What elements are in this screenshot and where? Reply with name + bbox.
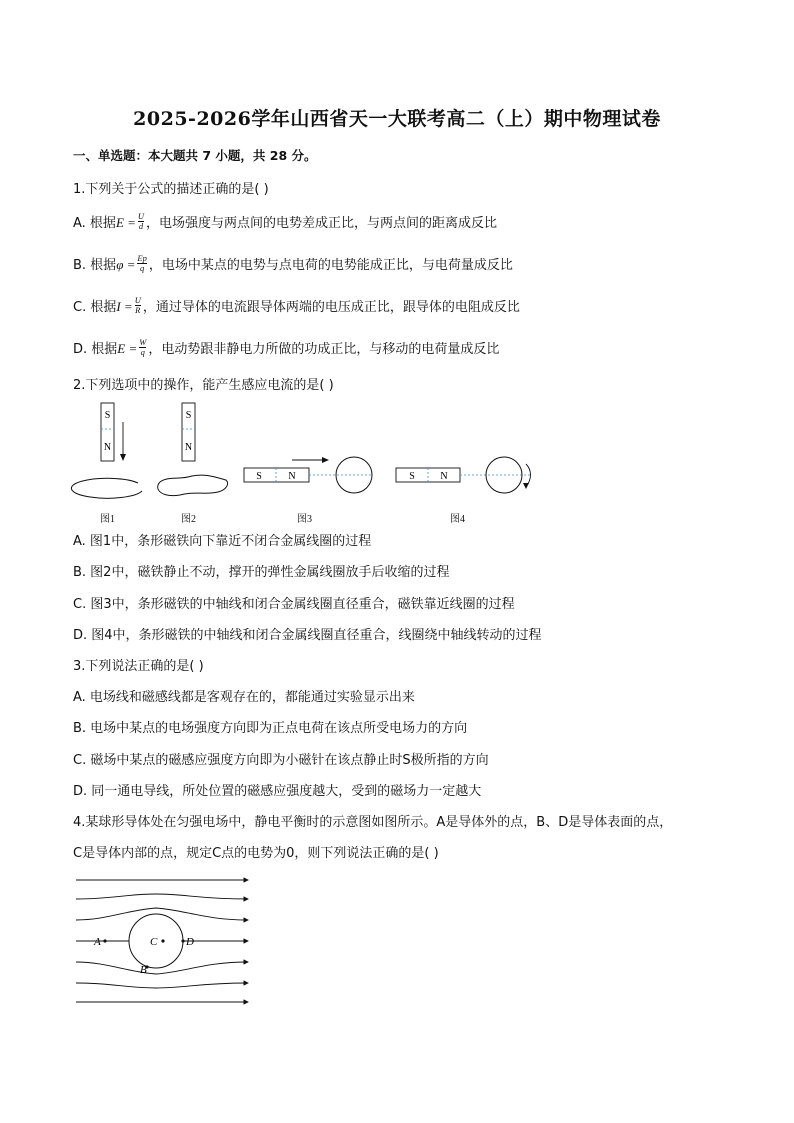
q4-stem-line2: C是导体内部的点，规定C点的电势为0，则下列说法正确的是( ) (73, 846, 439, 861)
q1-option-c: C. 根据I = $\frac{U}{R}$ ，通过导体的电流跟导体两端的电压成正比，跟导体的电阻成反比 (73, 295, 520, 315)
section-heading: 一、单选题：本大题共 7 小题，共 28 分。 (73, 148, 317, 163)
q3-stem: 3.下列说法正确的是( ) (73, 659, 204, 674)
q2-stem: 2.下列选项中的操作，能产生感应电流的是( ) (73, 378, 334, 393)
fig4-rotation-arrow (523, 464, 531, 489)
fig2-magnet (182, 403, 195, 461)
q2-option-c: C. 图3中，条形磁铁的中轴线和闭合金属线圈直径重合，磁铁靠近线圈的过程 (73, 597, 515, 612)
fig2-elastic-coil (158, 475, 228, 496)
exam-title: 2025-2026学年山西省天一大联考高二（上）期中物理试卷 (133, 108, 661, 130)
svg-text:N: N (103, 442, 112, 453)
label-c: C (150, 936, 158, 948)
q3-option-a: A. 电场线和磁感线都是客观存在的，都能通过实验显示出来 (73, 690, 415, 705)
label-a: A (94, 936, 101, 948)
q2-option-b: B. 图2中，磁铁静止不动，撑开的弹性金属线圈放手后收缩的过程 (73, 565, 450, 580)
q2-figure (68, 400, 548, 500)
q1-option-a: A. 根据E = $\frac{U}{d}$ ，电场强度与两点间的电势差成正比，与两点间的距离成反比 (73, 211, 498, 231)
label-d: D (186, 936, 194, 948)
svg-text:N: N (184, 442, 193, 453)
svg-text:N: N (440, 471, 448, 482)
q4-field-figure (72, 872, 254, 1008)
point-d-dot (181, 939, 184, 942)
q2-option-d: D. 图4中，条形磁铁的中轴线和闭合金属线圈直径重合，线圈绕中轴线转动的过程 (73, 628, 542, 643)
svg-text:N: N (288, 471, 296, 482)
fig1-caption: 图1 (100, 514, 115, 525)
svg-text:S: S (256, 471, 262, 482)
fig1-down-arrow (120, 422, 126, 461)
label-b: B (140, 964, 147, 976)
q1-option-d: D. 根据E = $\frac{W}{q}$ ，电动势跟非静电力所做的功成正比，与移动的电荷量成反比 (73, 337, 500, 357)
point-c-dot (161, 939, 164, 942)
fig2-caption: 图2 (181, 514, 196, 525)
q1-stem: 1.下列关于公式的描述正确的是( ) (73, 182, 269, 197)
point-a-dot (103, 939, 106, 942)
svg-text:S: S (104, 410, 111, 421)
fig4-caption: 图4 (450, 514, 465, 525)
q3-option-b: B. 电场中某点的电场强度方向即为正点电荷在该点所受电场力的方向 (73, 721, 468, 736)
fig1-open-coil (71, 478, 142, 498)
q3-option-c: C. 磁场中某点的磁感应强度方向即为小磁针在该点静止时S极所指的方向 (73, 753, 489, 768)
svg-text:S: S (185, 410, 192, 421)
q3-option-d: D. 同一通电导线，所处位置的磁感应强度越大，受到的磁场力一定越大 (73, 784, 482, 799)
q2-option-a: A. 图1中，条形磁铁向下靠近不闭合金属线圈的过程 (73, 534, 372, 549)
fig4-magnet (396, 468, 460, 482)
svg-text:S: S (409, 471, 415, 482)
fig3-magnet (244, 468, 309, 482)
q4-stem-line1: 4.某球形导体处在匀强电场中，静电平衡时的示意图如图所示。A是导体外的点，B、D是导体表面的点， (73, 815, 673, 830)
fig3-right-arrow (292, 457, 329, 463)
q1-option-b: B. 根据φ = $\frac{Ep}{q}$ ，电场中某点的电势与点电荷的电势能成正比，与电荷量成反比 (73, 253, 513, 273)
fig1-magnet (101, 403, 114, 461)
fig3-caption: 图3 (297, 514, 312, 525)
